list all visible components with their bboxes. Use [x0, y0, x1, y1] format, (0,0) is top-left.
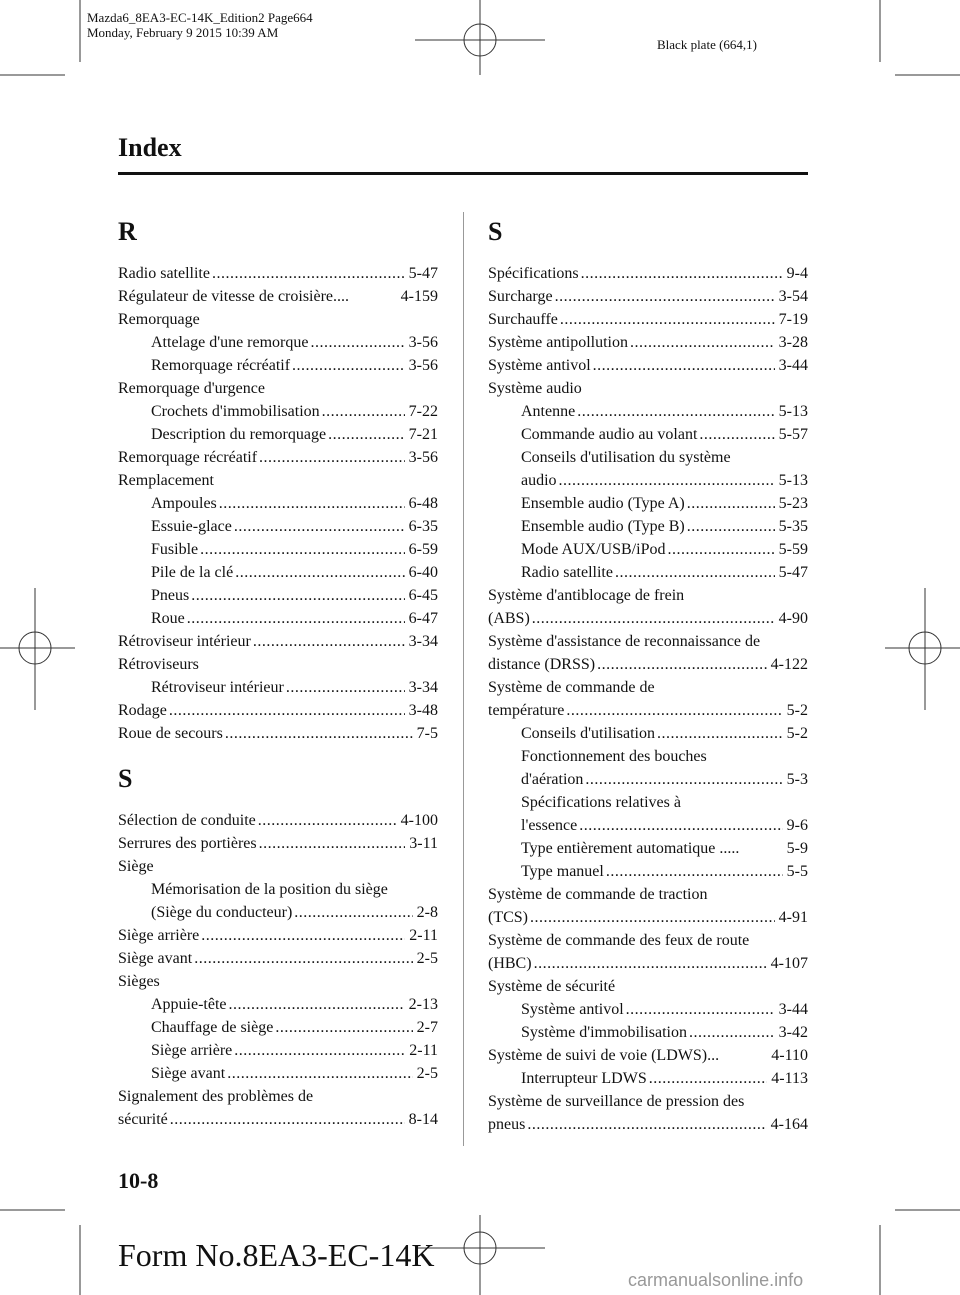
dot-leader	[606, 861, 783, 883]
dot-leader	[530, 907, 775, 929]
entry-text: pneus	[488, 1116, 526, 1133]
index-subentry	[488, 401, 808, 424]
entry-text: Système de surveillance de pression des	[488, 1093, 745, 1110]
dot-leader	[581, 263, 783, 285]
entry-text: Mémorisation de la position du siège	[151, 881, 388, 898]
index-subentry	[118, 424, 438, 447]
index-subentry	[118, 493, 438, 516]
entry-text: Système d'immobilisation	[521, 1024, 687, 1041]
entry-text: (HBC)	[488, 955, 532, 972]
dot-leader	[328, 424, 405, 446]
entry-page: 3-48	[408, 702, 438, 719]
dot-leader	[585, 769, 782, 791]
dot-leader	[559, 470, 775, 492]
entry-text: Antenne	[521, 403, 576, 420]
dot-leader	[689, 1022, 775, 1044]
dot-leader	[294, 902, 412, 924]
index-entry	[118, 654, 438, 677]
index-entry	[118, 470, 438, 493]
index-subentry	[118, 539, 438, 562]
index-entry	[118, 1109, 438, 1132]
index-subentry	[118, 562, 438, 585]
index-subentry	[118, 1040, 438, 1063]
page-title: Index	[118, 133, 182, 162]
entry-page: 3-56	[408, 334, 438, 351]
entry-page: 5-2	[786, 702, 808, 719]
index-entry	[488, 355, 808, 378]
entry-text: Serrures des portières	[118, 835, 257, 852]
index-subentry	[118, 401, 438, 424]
dot-leader	[191, 585, 404, 607]
title-rule	[118, 172, 808, 175]
entry-page: 2-11	[409, 1042, 438, 1059]
index-subentry	[488, 838, 808, 861]
dot-leader	[219, 493, 405, 515]
entry-page: 5-23	[778, 495, 808, 512]
index-subentry	[118, 355, 438, 378]
entry-text: Fonctionnement des bouches	[521, 748, 707, 765]
entry-page: 3-34	[408, 679, 438, 696]
entry-page: 6-47	[408, 610, 438, 627]
entry-text: Conseils d'utilisation	[521, 725, 655, 742]
entry-page: 5-13	[778, 472, 808, 489]
entry-text: Remorquage	[118, 311, 200, 328]
dot-leader	[259, 447, 405, 469]
entry-text: Fusible	[151, 541, 199, 558]
entry-text: Surchauffe	[488, 311, 558, 328]
right-column	[488, 215, 808, 1137]
index-entry	[118, 856, 438, 879]
entry-text: Siège arrière	[151, 1042, 233, 1059]
entry-text: Pneus	[151, 587, 190, 604]
left-column	[118, 215, 438, 1132]
entry-page: 3-56	[408, 357, 438, 374]
index-subentry	[488, 861, 808, 884]
index-entry	[118, 948, 438, 971]
entry-text: Ensemble audio (Type A)	[521, 495, 685, 512]
entry-text: Spécifications relatives à	[521, 794, 681, 811]
entry-text: Radio satellite	[118, 265, 210, 282]
entry-page: 5-13	[778, 403, 808, 420]
dot-leader	[667, 539, 774, 561]
print-metadata	[87, 10, 313, 40]
index-subentry	[488, 470, 808, 493]
entry-text: Roue de secours	[118, 725, 223, 742]
index-subentry	[488, 746, 808, 769]
index-entry	[488, 286, 808, 309]
index-subentry	[488, 815, 808, 838]
entry-text: Siège avant	[118, 950, 193, 967]
dot-leader	[234, 1040, 405, 1062]
entry-text: Pile de la clé	[151, 564, 234, 581]
entry-page: 4-122	[770, 656, 808, 673]
index-subentry	[118, 994, 438, 1017]
entry-text: distance (DRSS)	[488, 656, 596, 673]
entry-page: 5-57	[778, 426, 808, 443]
index-subentry	[118, 608, 438, 631]
entry-page: 6-45	[408, 587, 438, 604]
index-entry	[118, 723, 438, 746]
entry-page: 5-5	[786, 863, 808, 880]
section-heading-s-continued: S	[488, 217, 503, 246]
entry-text: Rétroviseur intérieur	[151, 679, 284, 696]
entry-text: Système d'assistance de reconnaissance de	[488, 633, 761, 650]
entry-text: Système de sécurité	[488, 978, 616, 995]
dot-leader	[259, 833, 406, 855]
index-subentry	[488, 769, 808, 792]
entry-page: 2-8	[416, 904, 438, 921]
entry-page: 6-48	[408, 495, 438, 512]
entry-text: (ABS)	[488, 610, 530, 627]
entry-text: Spécifications	[488, 265, 579, 282]
entry-text: Surcharge	[488, 288, 553, 305]
index-entry	[488, 585, 808, 608]
dot-leader	[275, 1017, 412, 1039]
index-list-r	[118, 263, 438, 746]
entry-text: Système audio	[488, 380, 582, 397]
dot-leader	[630, 332, 775, 354]
entry-text: Ensemble audio (Type B)	[521, 518, 685, 535]
dot-leader	[286, 677, 405, 699]
section-heading-s: S	[118, 764, 133, 793]
entry-page: 3-28	[778, 334, 808, 351]
dot-leader	[258, 810, 397, 832]
entry-page: 3-54	[778, 288, 808, 305]
entry-page: 4-91	[778, 909, 808, 926]
entry-page: 5-59	[778, 541, 808, 558]
entry-page: 2-5	[416, 1065, 438, 1082]
index-subentry	[488, 1068, 808, 1091]
dot-leader	[687, 516, 775, 538]
entry-page: 3-56	[408, 449, 438, 466]
entry-text: Siège avant	[151, 1065, 226, 1082]
entry-page: 5-2	[786, 725, 808, 742]
index-entry	[118, 263, 438, 286]
dot-leader	[310, 332, 404, 354]
entry-text: Description du remorquage	[151, 426, 327, 443]
index-list-s-continued	[488, 263, 808, 1137]
entry-text: Remorquage récréatif	[151, 357, 291, 374]
entry-text: (Siège du conducteur)	[151, 904, 293, 921]
entry-page: 6-35	[408, 518, 438, 535]
dot-leader	[560, 309, 775, 331]
entry-page: 2-11	[409, 927, 438, 944]
index-entry	[488, 930, 808, 953]
entry-text: d'aération	[521, 771, 584, 788]
index-entry	[488, 1045, 808, 1068]
entry-text: sécurité	[118, 1111, 168, 1128]
index-subentry	[488, 539, 808, 562]
entry-text: Siège	[118, 858, 154, 875]
entry-page: 7-19	[778, 311, 808, 328]
entry-page: 4-110	[771, 1047, 808, 1064]
entry-page: 7-21	[408, 426, 438, 443]
entry-text: Remorquage d'urgence	[118, 380, 265, 397]
entry-text: Mode AUX/USB/iPod	[521, 541, 666, 558]
index-subentry	[118, 1063, 438, 1086]
index-subentry	[118, 585, 438, 608]
index-entry	[488, 677, 808, 700]
dot-leader	[229, 994, 405, 1016]
entry-text: Siège arrière	[118, 927, 200, 944]
index-entry	[118, 833, 438, 856]
index-entry	[488, 309, 808, 332]
section-heading-r: R	[118, 217, 137, 246]
dot-leader	[253, 631, 405, 653]
dot-leader	[534, 953, 767, 975]
index-entry	[118, 378, 438, 401]
index-subentry	[488, 562, 808, 585]
entry-text: Crochets d'immobilisation	[151, 403, 320, 420]
index-entry	[118, 447, 438, 470]
index-entry	[118, 925, 438, 948]
entry-text: Système antivol	[488, 357, 591, 374]
entry-text: Système de commande des feux de route	[488, 932, 750, 949]
entry-page: 4-90	[778, 610, 808, 627]
entry-text: Régulateur de vitesse de croisière....	[118, 288, 350, 305]
entry-text: Chauffage de siège	[151, 1019, 274, 1036]
index-subentry	[118, 332, 438, 355]
index-subentry	[118, 1017, 438, 1040]
entry-text: (TCS)	[488, 909, 528, 926]
entry-page: 3-44	[778, 1001, 808, 1018]
entry-text: Système antivol	[521, 1001, 624, 1018]
entry-text: Rétroviseur intérieur	[118, 633, 251, 650]
index-subentry	[488, 493, 808, 516]
entry-text: Système de commande de traction	[488, 886, 708, 903]
entry-page: 5-3	[786, 771, 808, 788]
dot-leader	[579, 815, 782, 837]
entry-text: Roue	[151, 610, 185, 627]
form-number: Form No.8EA3-EC-14K	[118, 1237, 435, 1273]
index-entry	[488, 1114, 808, 1137]
index-list-s	[118, 810, 438, 1132]
entry-page: 3-11	[409, 835, 438, 852]
index-subentry	[118, 879, 438, 902]
index-entry	[118, 1086, 438, 1109]
entry-text: Sélection de conduite	[118, 812, 256, 829]
dot-leader	[532, 608, 775, 630]
dot-leader	[194, 948, 412, 970]
entry-text: température	[488, 702, 565, 719]
entry-page: 8-14	[408, 1111, 438, 1128]
entry-page: 3-34	[408, 633, 438, 650]
dot-leader	[593, 355, 775, 377]
entry-page: 4-113	[771, 1070, 808, 1087]
dot-leader	[597, 654, 767, 676]
index-entry	[488, 631, 808, 654]
watermark: carmanualsonline.info	[628, 1270, 804, 1290]
index-entry	[488, 608, 808, 631]
index-subentry	[488, 723, 808, 746]
entry-page: 2-5	[416, 950, 438, 967]
print-date: Monday, February 9 2015 10:39 AM	[87, 25, 279, 40]
dot-leader	[169, 700, 405, 722]
entry-page: 6-59	[408, 541, 438, 558]
column-divider	[463, 212, 464, 1146]
entry-page: 4-159	[400, 288, 438, 305]
page-number: 10-8	[118, 1168, 159, 1193]
index-subentry	[118, 902, 438, 925]
dot-leader	[687, 493, 775, 515]
entry-text: Rodage	[118, 702, 167, 719]
entry-page: 9-6	[786, 817, 808, 834]
dot-leader	[227, 1063, 412, 1085]
entry-text: Conseils d'utilisation du système	[521, 449, 731, 466]
dot-leader	[657, 723, 783, 745]
dot-leader	[615, 562, 775, 584]
entry-text: Type entièrement automatique .....	[521, 840, 740, 857]
index-entry	[488, 700, 808, 723]
index-entry	[488, 263, 808, 286]
index-entry	[488, 907, 808, 930]
dot-leader	[201, 925, 405, 947]
index-subentry	[118, 677, 438, 700]
entry-page: 3-44	[778, 357, 808, 374]
index-entry	[488, 953, 808, 976]
index-subentry	[488, 516, 808, 539]
entry-page: 4-107	[770, 955, 808, 972]
entry-text: Remplacement	[118, 472, 214, 489]
entry-text: Radio satellite	[521, 564, 613, 581]
entry-page: 2-13	[408, 996, 438, 1013]
index-entry	[488, 654, 808, 677]
entry-text: Commande audio au volant	[521, 426, 698, 443]
entry-text: Système d'antiblocage de frein	[488, 587, 685, 604]
dot-leader	[577, 401, 774, 423]
entry-text: audio	[521, 472, 557, 489]
plate-label: Black plate (664,1)	[657, 37, 757, 52]
entry-page: 5-47	[778, 564, 808, 581]
entry-text: Attelage d'une remorque	[151, 334, 309, 351]
entry-page: 2-7	[416, 1019, 438, 1036]
entry-page: 9-4	[786, 265, 808, 282]
index-subentry	[488, 792, 808, 815]
index-entry	[118, 810, 438, 833]
dot-leader	[212, 263, 405, 285]
dot-leader	[527, 1114, 766, 1136]
entry-text: Interrupteur LDWS	[521, 1070, 647, 1087]
entry-text: l'essence	[521, 817, 578, 834]
entry-text: Type manuel	[521, 863, 604, 880]
dot-leader	[626, 999, 775, 1021]
dot-leader	[649, 1068, 768, 1090]
entry-page: 5-35	[778, 518, 808, 535]
index-entry	[488, 1091, 808, 1114]
dot-leader	[292, 355, 405, 377]
index-subentry	[488, 1022, 808, 1045]
dot-leader	[322, 401, 405, 423]
index-entry	[118, 309, 438, 332]
index-subentry	[488, 999, 808, 1022]
entry-page: 5-9	[786, 840, 808, 857]
entry-page: 3-42	[778, 1024, 808, 1041]
entry-text: Rétroviseurs	[118, 656, 199, 673]
entry-text: Système de commande de	[488, 679, 655, 696]
entry-text: Ampoules	[151, 495, 217, 512]
entry-text: Système antipollution	[488, 334, 628, 351]
index-entry	[118, 700, 438, 723]
dot-leader	[187, 608, 405, 630]
entry-page: 5-47	[408, 265, 438, 282]
index-entry	[118, 286, 438, 309]
dot-leader	[566, 700, 782, 722]
index-subentry	[488, 447, 808, 470]
dot-leader	[234, 516, 405, 538]
index-subentry	[488, 424, 808, 447]
index-entry	[488, 976, 808, 999]
entry-text: Signalement des problèmes de	[118, 1088, 314, 1105]
index-entry	[488, 332, 808, 355]
entry-page: 6-40	[408, 564, 438, 581]
dot-leader	[699, 424, 774, 446]
entry-page: 4-164	[770, 1116, 808, 1133]
index-subentry	[118, 516, 438, 539]
index-entry	[488, 884, 808, 907]
entry-text: Essuie-glace	[151, 518, 232, 535]
entry-page: 4-100	[400, 812, 438, 829]
entry-page: 7-5	[416, 725, 438, 742]
file-info: Mazda6_8EA3-EC-14K_Edition2 Page664	[87, 10, 313, 25]
entry-text: Remorquage récréatif	[118, 449, 258, 466]
entry-page: 7-22	[408, 403, 438, 420]
entry-text: Sièges	[118, 973, 160, 990]
dot-leader	[200, 539, 405, 561]
entry-text: Appuie-tête	[151, 996, 227, 1013]
dot-leader	[555, 286, 775, 308]
dot-leader	[170, 1109, 405, 1131]
index-entry	[118, 971, 438, 994]
entry-text: Système de suivi de voie (LDWS)...	[488, 1047, 720, 1064]
index-entry	[488, 378, 808, 401]
dot-leader	[235, 562, 404, 584]
index-entry	[118, 631, 438, 654]
dot-leader	[225, 723, 413, 745]
